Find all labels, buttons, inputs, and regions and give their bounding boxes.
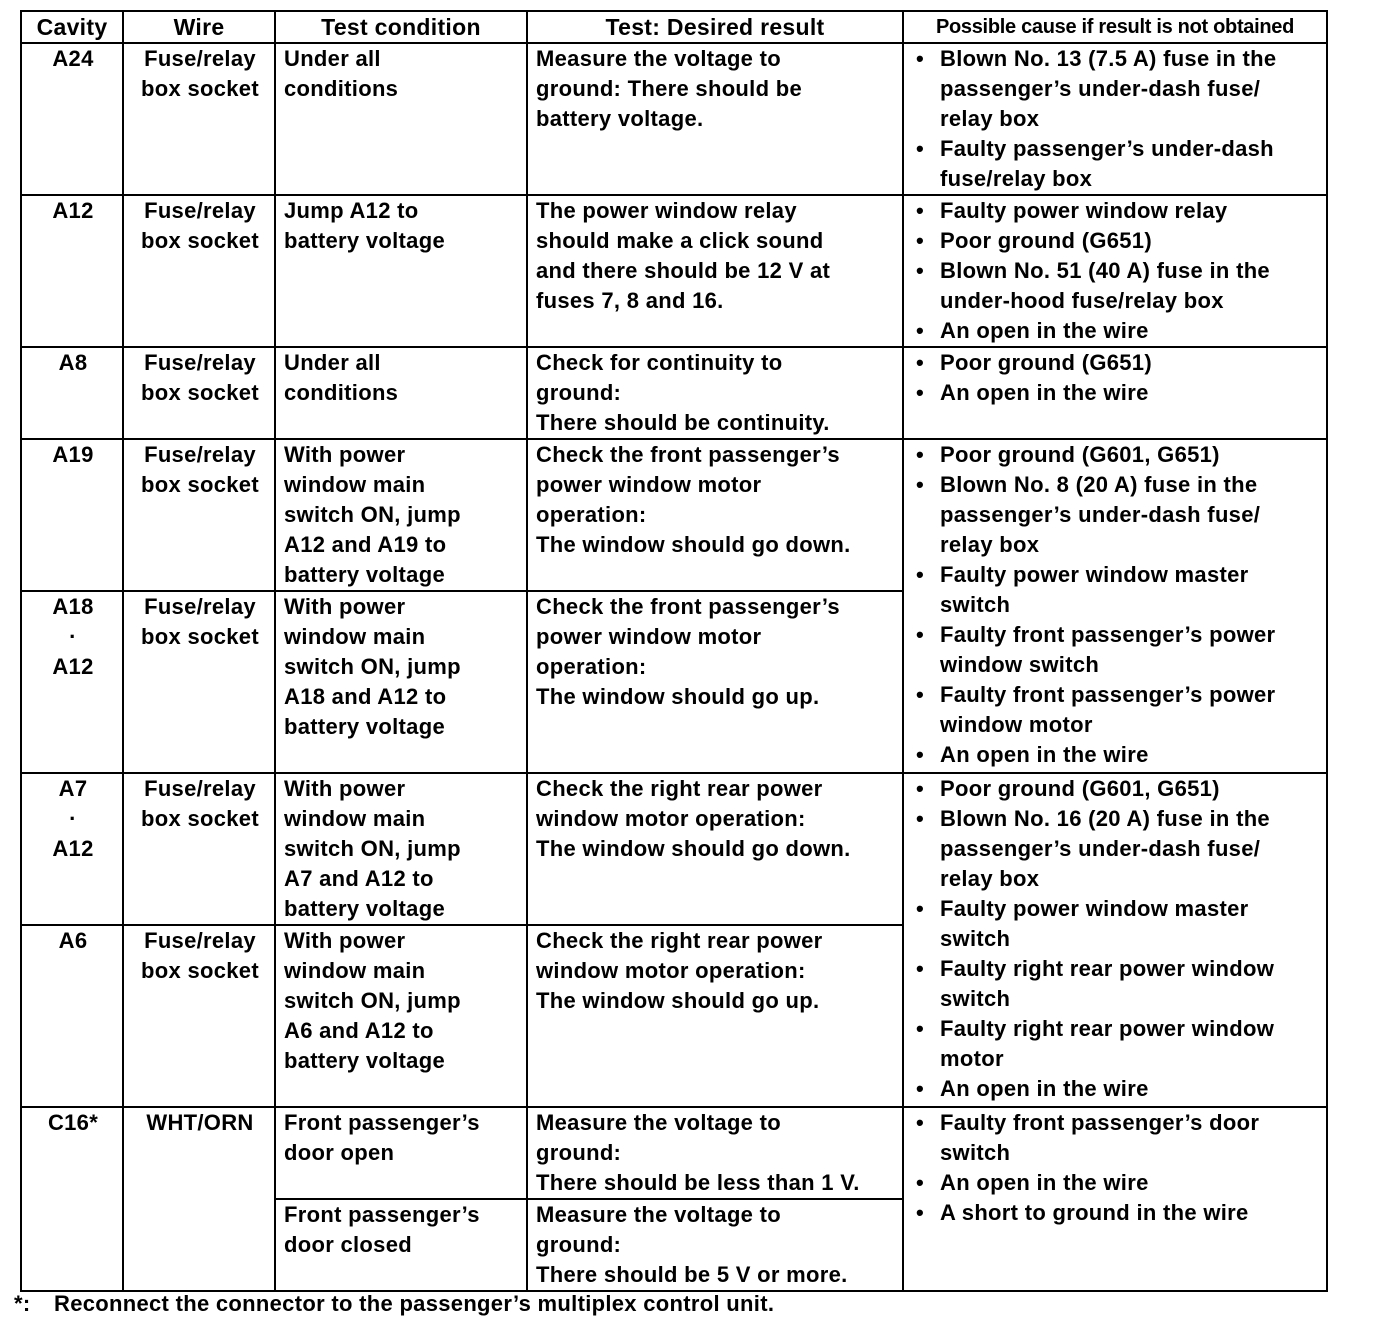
wire-cell — [123, 591, 275, 773]
result-text: Measure the voltage to — [536, 1202, 781, 1227]
cause-text: Faulty front passenger’s power — [940, 622, 1276, 647]
result-text: Check the right rear power — [536, 928, 823, 953]
bullet-icon: • — [916, 1016, 925, 1041]
cause-text: switch — [940, 1140, 1011, 1165]
cavity-label: A12 — [52, 836, 94, 861]
header-cavity: Cavity — [21, 11, 123, 43]
condition-text: With power — [284, 442, 406, 467]
footnote-text: Reconnect the connector to the passenger’s multiplex control unit. — [54, 1291, 775, 1316]
table-row — [21, 195, 1327, 347]
condition-text: A7 and A12 to — [284, 866, 434, 891]
cause-item — [912, 1168, 1320, 1198]
footnote-mark: *: — [14, 1291, 31, 1316]
cause-list — [912, 1108, 1320, 1228]
cause-text: Faulty right rear power window — [940, 956, 1275, 981]
cause-text: switch — [940, 592, 1011, 617]
bullet-icon: • — [916, 350, 925, 375]
bullet-icon: • — [916, 742, 925, 767]
header-test-condition: Test condition — [275, 11, 527, 43]
cause-text: An open in the wire — [940, 1076, 1149, 1101]
condition-text: With power — [284, 776, 406, 801]
wire-label: box socket — [141, 806, 259, 831]
cause-cell — [903, 347, 1327, 439]
cavity-label: A7 — [58, 776, 88, 801]
result-text: Check the front passenger’s — [536, 594, 840, 619]
cause-text: fuse/relay box — [940, 166, 1093, 191]
bullet-icon: • — [916, 682, 925, 707]
result-text: The power window relay — [536, 198, 797, 223]
cause-text: Faulty power window master — [940, 896, 1249, 921]
cause-text: switch — [940, 926, 1011, 951]
cause-text: relay box — [940, 106, 1040, 131]
condition-text: Front passenger’s — [284, 1110, 480, 1135]
table-row — [21, 1107, 1327, 1199]
table-header-row — [21, 11, 1327, 43]
cause-list — [912, 774, 1320, 1104]
bullet-icon: • — [916, 806, 925, 831]
cause-item — [912, 560, 1320, 620]
result-cell — [527, 925, 903, 1107]
condition-text: conditions — [284, 76, 399, 101]
result-text: There should be less than 1 V. — [536, 1170, 860, 1195]
wire-label: box socket — [141, 958, 259, 983]
cause-text: Faulty power window master — [940, 562, 1249, 587]
wire-label: WHT/ORN — [146, 1110, 254, 1135]
result-cell — [527, 1107, 903, 1199]
result-text: Measure the voltage to — [536, 46, 781, 71]
condition-text: Under all — [284, 350, 381, 375]
cavity-cell — [21, 195, 123, 347]
wire-label: Fuse/relay — [144, 350, 256, 375]
wire-label: box socket — [141, 228, 259, 253]
cause-list — [912, 440, 1320, 770]
cause-text: Faulty front passenger’s door — [940, 1110, 1260, 1135]
cause-item — [912, 954, 1320, 1014]
cavity-label: A19 — [52, 442, 94, 467]
result-text: The window should go up. — [536, 684, 820, 709]
result-text: There should be continuity. — [536, 410, 830, 435]
result-text: ground: — [536, 380, 622, 405]
condition-cell — [275, 591, 527, 773]
wire-cell — [123, 773, 275, 925]
bullet-icon: • — [916, 472, 925, 497]
result-cell — [527, 439, 903, 591]
cause-item — [912, 774, 1320, 804]
condition-text: With power — [284, 928, 406, 953]
cavity-cell — [21, 347, 123, 439]
cause-item — [912, 894, 1320, 954]
result-cell — [527, 773, 903, 925]
condition-cell — [275, 347, 527, 439]
wire-label: box socket — [141, 472, 259, 497]
wire-cell — [123, 439, 275, 591]
cause-list — [912, 348, 1320, 408]
cavity-label: A24 — [52, 46, 94, 71]
result-text: There should be 5 V or more. — [536, 1262, 848, 1287]
cause-text: switch — [940, 986, 1011, 1011]
result-text: Measure the voltage to — [536, 1110, 781, 1135]
condition-text: switch ON, jump — [284, 502, 461, 527]
wire-label: box socket — [141, 76, 259, 101]
condition-text: door closed — [284, 1232, 412, 1257]
cause-text: An open in the wire — [940, 318, 1149, 343]
cause-cell — [903, 439, 1327, 773]
cavity-cell — [21, 43, 123, 195]
separator-dot: · — [69, 624, 77, 649]
cause-item — [912, 256, 1320, 316]
cause-text: Poor ground (G651) — [940, 228, 1152, 253]
result-text: The window should go down. — [536, 836, 851, 861]
cause-text: An open in the wire — [940, 742, 1149, 767]
cause-item — [912, 1074, 1320, 1104]
result-text: fuses 7, 8 and 16. — [536, 288, 724, 313]
result-cell — [527, 43, 903, 195]
result-text: should make a click sound — [536, 228, 824, 253]
bullet-icon: • — [916, 228, 925, 253]
result-text: battery voltage. — [536, 106, 704, 131]
condition-text: battery voltage — [284, 714, 445, 739]
cause-item — [912, 680, 1320, 740]
condition-text: door open — [284, 1140, 395, 1165]
cause-text: A short to ground in the wire — [940, 1200, 1249, 1225]
condition-cell — [275, 195, 527, 347]
cause-text: Blown No. 16 (20 A) fuse in the — [940, 806, 1270, 831]
condition-text: switch ON, jump — [284, 988, 461, 1013]
cavity-label: A18 — [52, 594, 94, 619]
result-cell — [527, 195, 903, 347]
condition-cell — [275, 925, 527, 1107]
cause-text: Poor ground (G601, G651) — [940, 776, 1220, 801]
bullet-icon: • — [916, 1110, 925, 1135]
cavity-label: A12 — [52, 198, 94, 223]
cavity-cell — [21, 1107, 123, 1291]
table-row — [21, 347, 1327, 439]
wire-label: box socket — [141, 380, 259, 405]
condition-text: A6 and A12 to — [284, 1018, 434, 1043]
cause-list — [912, 196, 1320, 346]
wire-label: box socket — [141, 624, 259, 649]
cause-text: Faulty right rear power window — [940, 1016, 1275, 1041]
cause-item — [912, 1198, 1320, 1228]
result-text: The window should go up. — [536, 988, 820, 1013]
cause-item — [912, 134, 1320, 194]
wire-label: Fuse/relay — [144, 442, 256, 467]
bullet-icon: • — [916, 136, 925, 161]
bullet-icon: • — [916, 46, 925, 71]
result-cell — [527, 591, 903, 773]
cavity-label: A12 — [52, 654, 94, 679]
result-text: window motor operation: — [536, 958, 806, 983]
wire-label: Fuse/relay — [144, 928, 256, 953]
bullet-icon: • — [916, 1170, 925, 1195]
wire-label: Fuse/relay — [144, 594, 256, 619]
cause-item — [912, 378, 1320, 408]
result-text: Check for continuity to — [536, 350, 783, 375]
cause-text: window motor — [940, 712, 1093, 737]
cause-text: relay box — [940, 532, 1040, 557]
footnote — [14, 1290, 774, 1318]
wire-label: Fuse/relay — [144, 776, 256, 801]
cause-text: under-hood fuse/relay box — [940, 288, 1224, 313]
condition-text: Jump A12 to — [284, 198, 419, 223]
cause-list — [912, 44, 1320, 194]
condition-text: A12 and A19 to — [284, 532, 447, 557]
cause-text: passenger’s under-dash fuse/ — [940, 502, 1261, 527]
result-text: The window should go down. — [536, 532, 851, 557]
condition-text: Under all — [284, 46, 381, 71]
cause-text: Blown No. 13 (7.5 A) fuse in the — [940, 46, 1277, 71]
cavity-label: A8 — [58, 350, 88, 375]
result-text: power window motor — [536, 624, 762, 649]
result-text: ground: — [536, 1232, 622, 1257]
cause-item — [912, 226, 1320, 256]
cause-text: relay box — [940, 866, 1040, 891]
table-row — [21, 43, 1327, 195]
bullet-icon: • — [916, 198, 925, 223]
result-cell — [527, 1199, 903, 1291]
bullet-icon: • — [916, 776, 925, 801]
cause-item — [912, 1108, 1320, 1168]
cause-item — [912, 1014, 1320, 1074]
cavity-cell — [21, 439, 123, 591]
condition-text: battery voltage — [284, 1048, 445, 1073]
table-row — [21, 439, 1327, 591]
cause-item — [912, 316, 1320, 346]
cavity-cell — [21, 591, 123, 773]
cause-text: passenger’s under-dash fuse/ — [940, 836, 1261, 861]
cause-cell — [903, 773, 1327, 1107]
cause-item — [912, 196, 1320, 226]
table-row — [21, 773, 1327, 925]
condition-text: battery voltage — [284, 562, 445, 587]
cause-text: Blown No. 51 (40 A) fuse in the — [940, 258, 1270, 283]
bullet-icon: • — [916, 622, 925, 647]
bullet-icon: • — [916, 1200, 925, 1225]
condition-cell — [275, 439, 527, 591]
header-possible-cause: Possible cause if result is not obtained — [903, 11, 1327, 43]
condition-cell — [275, 43, 527, 195]
wire-cell — [123, 195, 275, 347]
result-text: ground: There should be — [536, 76, 803, 101]
bullet-icon: • — [916, 1076, 925, 1101]
cause-item — [912, 740, 1320, 770]
cause-text: Blown No. 8 (20 A) fuse in the — [940, 472, 1258, 497]
cause-text: motor — [940, 1046, 1004, 1071]
cause-text: Faulty front passenger’s power — [940, 682, 1276, 707]
condition-cell — [275, 1199, 527, 1291]
condition-text: battery voltage — [284, 896, 445, 921]
cause-text: An open in the wire — [940, 380, 1149, 405]
wire-cell — [123, 347, 275, 439]
bullet-icon: • — [916, 562, 925, 587]
bullet-icon: • — [916, 318, 925, 343]
condition-text: switch ON, jump — [284, 654, 461, 679]
cavity-cell — [21, 925, 123, 1107]
cavity-label: C16* — [47, 1110, 99, 1135]
cause-text: Poor ground (G651) — [940, 350, 1152, 375]
cause-item — [912, 348, 1320, 378]
wire-cell — [123, 925, 275, 1107]
wire-label: Fuse/relay — [144, 46, 256, 71]
cause-item — [912, 470, 1320, 560]
result-text: and there should be 12 V at — [536, 258, 831, 283]
result-text: Check the front passenger’s — [536, 442, 840, 467]
header-wire: Wire — [123, 11, 275, 43]
cavity-label: A6 — [58, 928, 88, 953]
cause-cell — [903, 43, 1327, 195]
condition-text: window main — [284, 806, 426, 831]
cause-text: passenger’s under-dash fuse/ — [940, 76, 1261, 101]
bullet-icon: • — [916, 258, 925, 283]
cause-cell — [903, 195, 1327, 347]
result-cell — [527, 347, 903, 439]
condition-text: A18 and A12 to — [284, 684, 447, 709]
condition-text: Front passenger’s — [284, 1202, 480, 1227]
separator-dot: · — [69, 806, 77, 831]
condition-text: switch ON, jump — [284, 836, 461, 861]
result-text: power window motor — [536, 472, 762, 497]
result-text: ground: — [536, 1140, 622, 1165]
cause-item — [912, 44, 1320, 134]
cause-text: Faulty power window relay — [940, 198, 1228, 223]
result-text: operation: — [536, 654, 647, 679]
condition-text: window main — [284, 472, 426, 497]
bullet-icon: • — [916, 956, 925, 981]
condition-text: window main — [284, 958, 426, 983]
condition-text: battery voltage — [284, 228, 445, 253]
cause-text: window switch — [940, 652, 1100, 677]
condition-cell — [275, 773, 527, 925]
cause-text: An open in the wire — [940, 1170, 1149, 1195]
result-text: operation: — [536, 502, 647, 527]
bullet-icon: • — [916, 896, 925, 921]
condition-text: window main — [284, 624, 426, 649]
cause-item — [912, 804, 1320, 894]
cause-text: Poor ground (G601, G651) — [940, 442, 1220, 467]
cause-item — [912, 440, 1320, 470]
condition-text: conditions — [284, 380, 399, 405]
wire-cell — [123, 1107, 275, 1291]
troubleshooting-table — [20, 10, 1328, 1292]
header-desired-result: Test: Desired result — [527, 11, 903, 43]
cause-text: Faulty passenger’s under-dash — [940, 136, 1274, 161]
cause-cell — [903, 1107, 1327, 1291]
wire-cell — [123, 43, 275, 195]
cavity-cell — [21, 773, 123, 925]
bullet-icon: • — [916, 380, 925, 405]
condition-cell — [275, 1107, 527, 1199]
cause-item — [912, 620, 1320, 680]
result-text: Check the right rear power — [536, 776, 823, 801]
condition-text: With power — [284, 594, 406, 619]
bullet-icon: • — [916, 442, 925, 467]
result-text: window motor operation: — [536, 806, 806, 831]
wire-label: Fuse/relay — [144, 198, 256, 223]
